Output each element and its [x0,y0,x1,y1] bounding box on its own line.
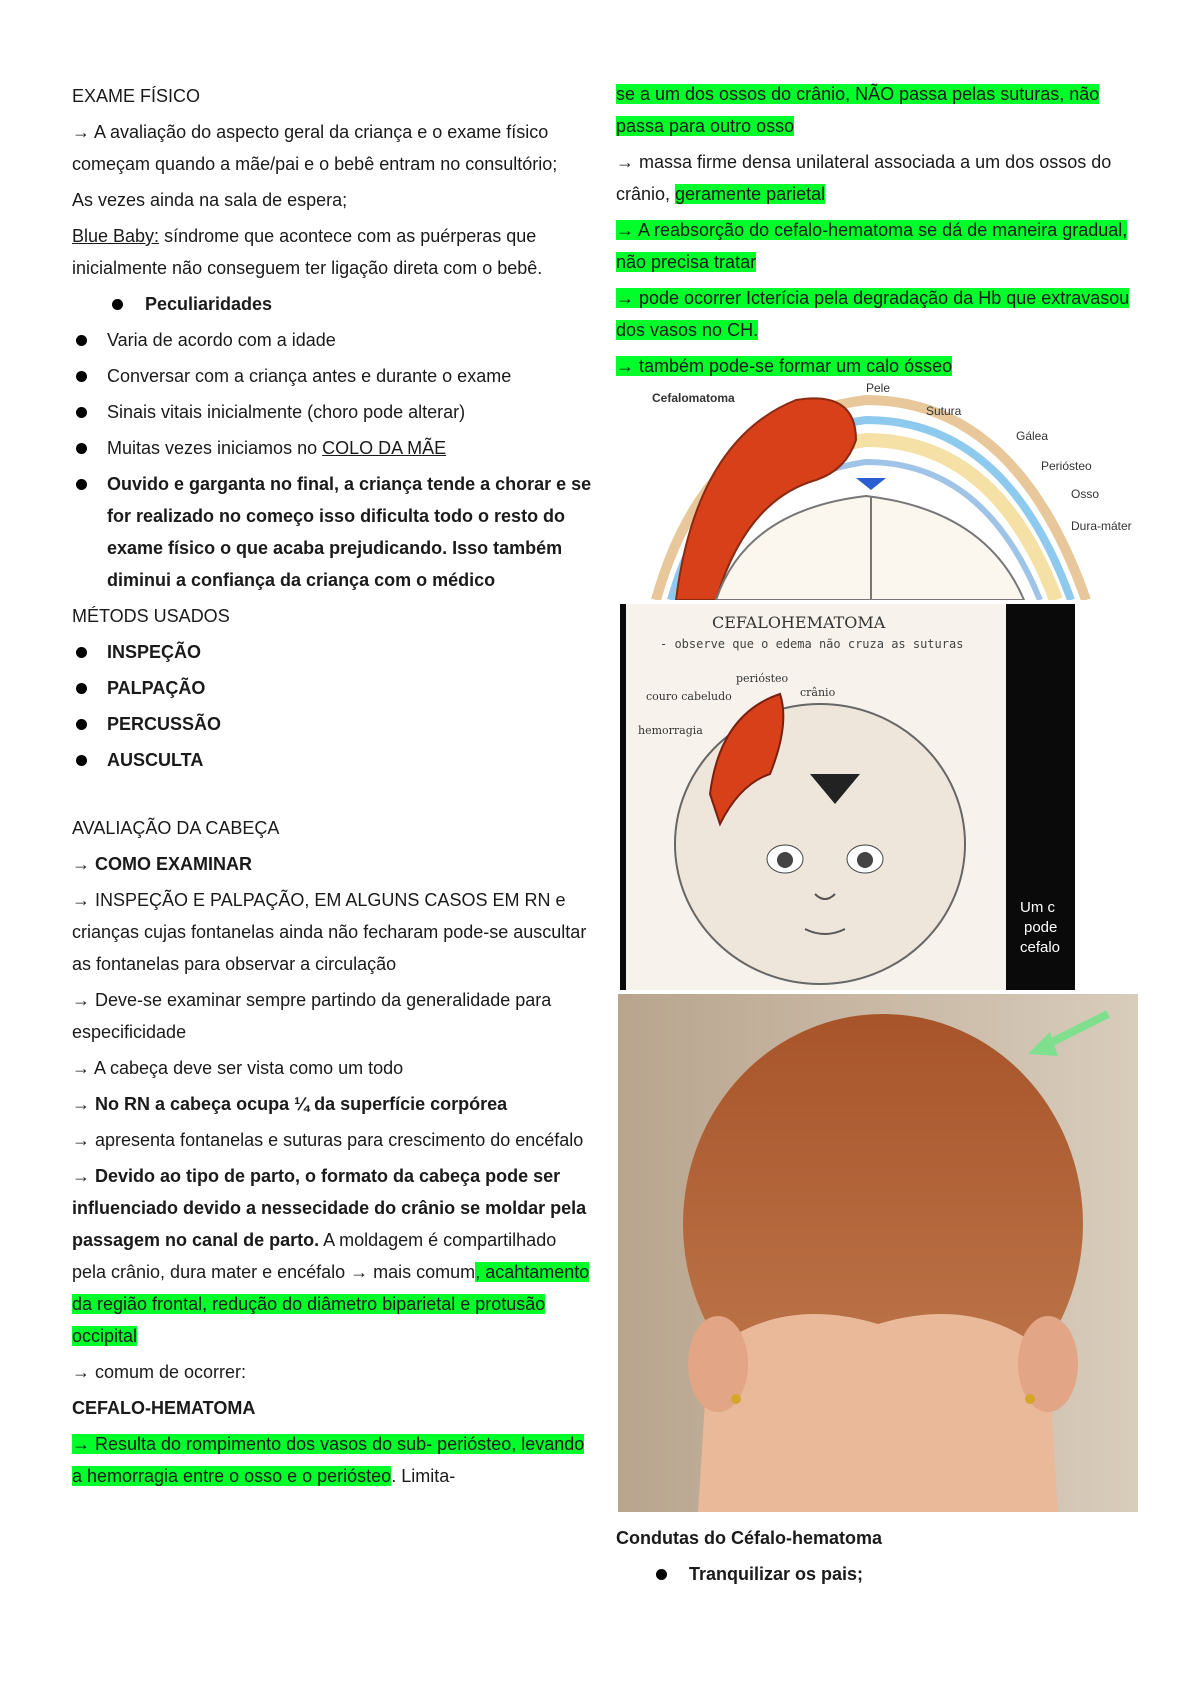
cefalohematoma-cross-section-figure [616,380,1136,600]
calo-paragraph [616,350,1136,382]
reabsorcao-highlight-text: → A reabsorção do cefalo-hematoma se dá de maneira gradual, não precisa tratar [616,220,1128,272]
avaliacao-cabeca-heading: AVALIAÇÃO DA CABEÇA [72,818,280,838]
metodos-heading: MÉTODS USADOS [72,606,230,626]
bullet-item-conversar: Conversar com a criança antes e durante o exame [72,360,592,392]
label-osso: Osso [1071,487,1100,501]
illustration-subtitle: - observe que o edema não cruza as suturas [660,637,964,651]
colo-prefix: Muitas vezes iniciamos no [107,438,323,458]
ictericia-highlight-text: → pode ocorrer Icterícia pela degradação da Hb que extravasou dos vasos no CH. [616,288,1130,340]
right-column [616,78,1136,386]
spacer [72,780,592,812]
label-cefalomatoma: Cefalomatoma [652,391,735,405]
ictericia-paragraph [616,282,1136,346]
bullet-item-colo [72,432,592,464]
exame-fisico-heading: EXAME FÍSICO [72,86,201,106]
metodos-list [72,636,592,776]
label-hemorragia: hemorragia [638,724,703,737]
label-dura-mater: Dura-máter [1071,519,1132,533]
limita-paragraph [616,78,1136,142]
resulta-highlight-text: → Resulta do rompimento dos vasos do sub- periósteo, levando a hemorragia entre o osso e o periósteo [72,1434,585,1486]
label-sutura: Sutura [926,404,962,418]
neck-shoulders [698,1314,1058,1512]
condutas-heading: Condutas do Céfalo-hematoma [616,1528,883,1548]
peculiaridades-list [72,288,592,320]
metodo-ausculta: AUSCULTA [72,744,592,776]
label-periosteo: Periósteo [1041,459,1092,473]
inspecao-paragraph: → INSPEÇÃO E PALPAÇÃO, EM ALGUNS CASOS EM RN e crianças cujas fontanelas ainda não fecharam pode-se auscultar as fontanelas para observar a circulação [72,890,587,974]
left-pupil [777,852,793,868]
massa-paragraph [616,146,1136,210]
parto-highlight-text: , acahtamento da região frontal, redução do diâmetro biparietal e protusão occipital [72,1262,590,1346]
bullet-item-idade: Varia de acordo com a idade [72,324,592,356]
como-examinar-heading: → COMO EXAMINAR [72,854,252,874]
bullet-item-sinais: Sinais vitais inicialmente (choro pode alterar) [72,396,592,428]
cabeca-todo-paragraph: → A cabeça deve ser vista como um todo [72,1058,404,1078]
cefalo-hematoma-heading: CEFALO-HEMATOMA [72,1398,256,1418]
resulta-rest-text: . Limita- [391,1466,456,1486]
exame-intro-paragraph: → A avaliação do aspecto geral da criança e o exame físico começam quando a mãe/pai e o bebê entram no consultório; [72,122,558,174]
left-column [72,78,592,1496]
baby-head-photo [618,994,1138,1512]
peculiaridades-item: Peculiaridades [72,288,592,320]
condutas-list [616,1558,1136,1590]
limita-highlight-text: se a um dos ossos do crânio, NÃO passa pelas suturas, não passa para outro osso [616,84,1100,136]
peculiaridades-bullets [72,324,592,596]
side-text-line1: Um c [1020,899,1055,916]
parto-paragraph [72,1160,592,1352]
left-earring [731,1394,741,1404]
sutura-triangle [856,478,886,490]
metodo-percussao: PERCUSSÃO [72,708,592,740]
baby-illustration-svg [620,604,1075,990]
parietal-highlight-text: geramente parietal [675,184,826,204]
bullet-item-ouvido: Ouvido e garganta no final, a criança tende a chorar e se for realizado no começo isso dificulta todo o resto do exame físico o que acaba prejudicando. Isso também diminui a confiança da criança com o médico [72,468,592,596]
label-galea: Gálea [1016,429,1049,443]
label-periosteo-fig2: periósteo [736,672,789,685]
illustration-title: CEFALOHEMATOMA [712,613,886,632]
baby-head-photo-svg [618,994,1138,1512]
metodo-inspecao: INSPEÇÃO [72,636,592,668]
condutas-item-tranquilizar: Tranquilizar os pais; [616,1558,1136,1590]
rn-paragraph [72,1088,592,1120]
blue-baby-paragraph [72,220,592,284]
cefalohematoma-baby-illustration [620,604,1075,990]
right-earring [1025,1394,1035,1404]
sala-espera-paragraph: As vezes ainda na sala de espera; [72,190,348,210]
deve-se-paragraph: → Deve-se examinar sempre partindo da generalidade para especificidade [72,990,552,1042]
rn-bold-text: No RN a cabeça ocupa ¼ da superfície corpórea [95,1094,508,1114]
comum-paragraph: → comum de ocorrer: [72,1362,247,1382]
label-pele: Pele [866,381,891,395]
baby-head [675,704,965,984]
metodo-palpacao: PALPAÇÃO [72,672,592,704]
blue-baby-definition: síndrome que acontece com as puérperas que inicialmente não conseguem ter ligação direta com o bebê. [72,226,543,278]
calo-highlight-text: → também pode-se formar um calo ósseo [616,356,953,376]
right-pupil [857,852,873,868]
rn-arrow: → [72,1094,96,1114]
parto-rest-text: A moldagem é compartilhado pela crânio, dura mater e encéfalo → mais comum [72,1230,557,1282]
label-cranio: crânio [800,686,836,699]
parto-bold-text: Devido ao tipo de parto, o formato da cabeça pode ser influenciado devido a nessecidade do crânio se moldar pela passagem no canal de parto. [72,1166,587,1250]
colo-da-mae-text: COLO DA MÃE [322,438,447,458]
blue-baby-term: Blue Baby: [72,226,160,246]
resulta-paragraph [72,1428,592,1492]
side-text-line3: cefalo [1020,939,1061,956]
cross-section-diagram [616,380,1136,600]
label-couro-cabeludo: couro cabeludo [646,690,732,703]
condutas-section [616,1522,1136,1594]
side-text-line2: pode [1024,919,1058,936]
reabsorcao-paragraph [616,214,1136,278]
fontanelas-paragraph: → apresenta fontanelas e suturas para crescimento do encéfalo [72,1130,584,1150]
massa-text: → massa firme densa unilateral associada a um dos ossos do crânio, [616,152,1112,204]
parto-arrow: → [72,1166,96,1186]
